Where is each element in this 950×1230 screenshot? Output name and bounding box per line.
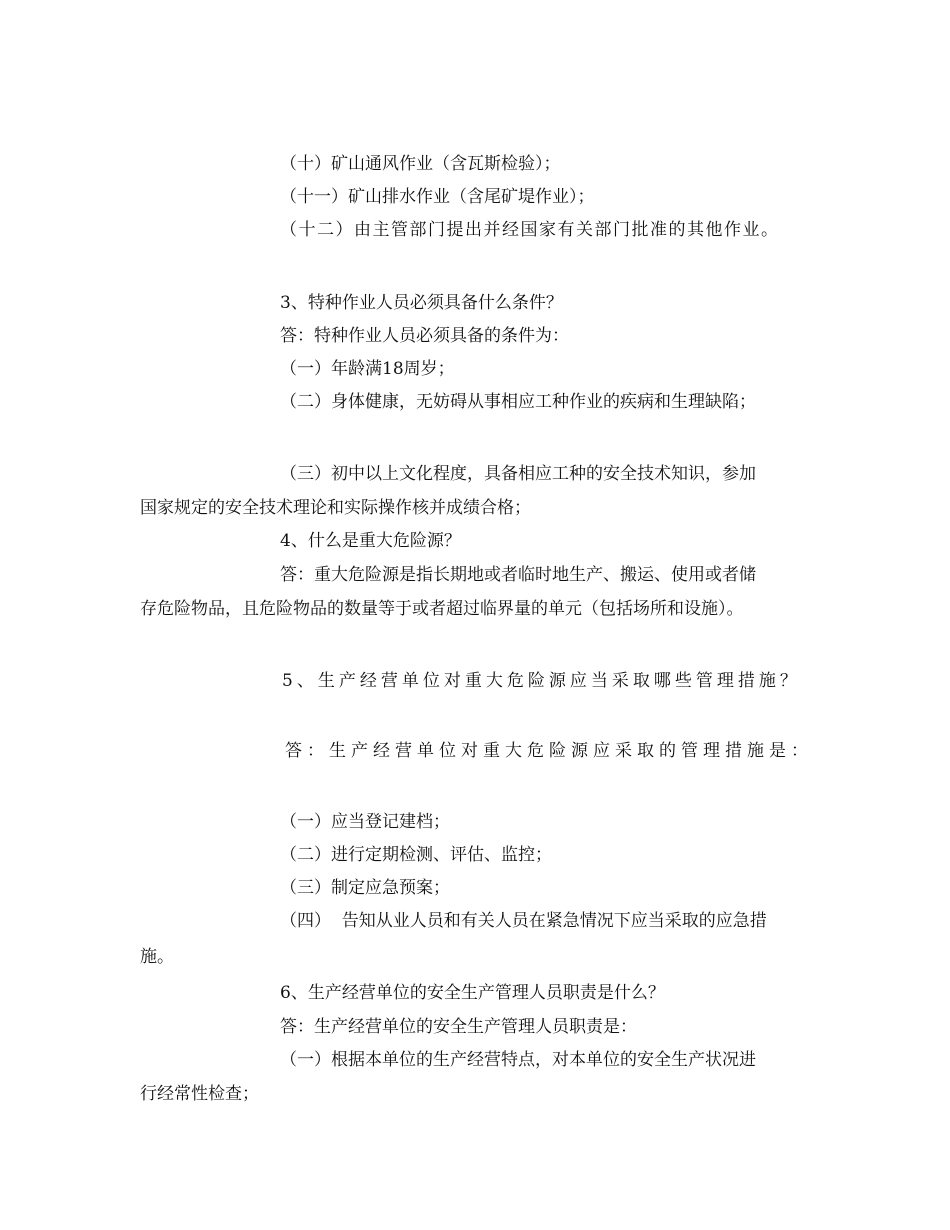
text-line: （四） 告知从业人员和有关人员在紧急情况下应当采取的应急措 [280,911,767,931]
answer-line: 答：重大危险源是指长期地或者临时地生产、搬运、使用或者储 [280,565,756,585]
text-line: （一）根据本单位的生产经营特点，对本单位的安全生产状况进 [280,1050,756,1070]
question-heading: 5、生产经营单位对重大危险源应当采取哪些管理措施？ [282,671,801,691]
text-line: （一）年龄满18周岁； [280,359,455,379]
text-line: （十二）由主管部门提出并经国家有关部门批准的其他作业。 [280,220,780,240]
text-line: （二）进行定期检测、评估、监控； [280,845,552,865]
text-line: （一）应当登记建档； [280,812,450,832]
text-line: 国家规定的安全技术理论和实际操作核并成绩合格； [140,498,531,518]
text-line: 存危险物品，且危险物品的数量等于或者超过临界量的单元（包括场所和设施）。 [140,599,744,619]
text-line: （十一）矿山排水作业（含尾矿堤作业）； [280,187,595,207]
answer-line: 答：生产经营单位对重大危险源应采取的管理措施是： [285,741,813,761]
answer-line: 答：生产经营单位的安全生产管理人员职责是： [280,1017,637,1037]
question-heading: 3、特种作业人员必须具备什么条件？ [280,293,563,313]
question-heading: 4、什么是重大危险源？ [280,531,461,551]
text-line: （三）初中以上文化程度，具备相应工种的安全技术知识，参加 [280,464,756,484]
answer-line: 答：特种作业人员必须具备的条件为： [280,326,569,346]
text-line: （三）制定应急预案； [280,878,450,898]
text-line: 行经常性检查； [140,1084,259,1104]
question-heading: 6、生产经营单位的安全生产管理人员职责是什么？ [280,983,665,1003]
text-line: 施。 [140,947,174,967]
text-line: （二）身体健康，无妨碍从事相应工种作业的疾病和生理缺陷； [280,392,756,412]
text-line: （十）矿山通风作业（含瓦斯检验）； [280,154,561,174]
